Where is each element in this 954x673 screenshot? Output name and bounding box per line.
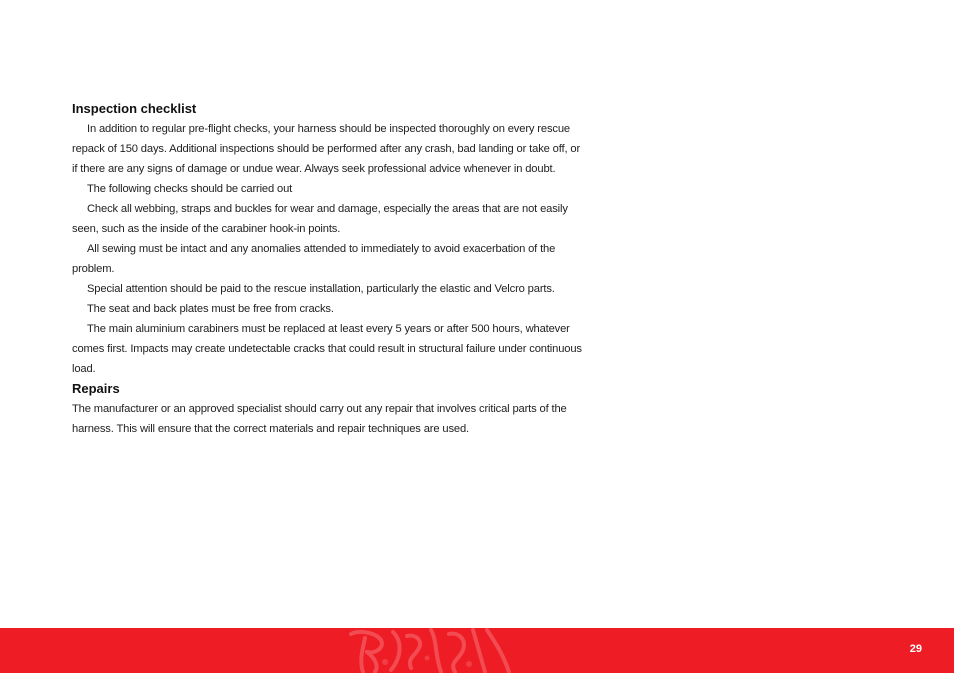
paragraph: The following checks should be carried out (87, 183, 293, 195)
paragraph: Check all webbing, straps and buckles for wear and damage, especially the areas that are not easily seen, such as the inside of the carabiner hook-in points. (72, 203, 568, 235)
page-number: 29 (909, 643, 922, 655)
page-content (72, 99, 584, 439)
paragraph: Special attention should be paid to the rescue installation, particularly the elastic and Velcro parts. (87, 283, 555, 295)
paragraph: The manufacturer or an approved specialist should carry out any repair that involves critical parts of the harness. This will ensure that the correct materials and repair techniques are used. (72, 403, 567, 435)
paragraph: The seat and back plates must be free from cracks. (87, 303, 334, 315)
brand-logo-watermark-icon (345, 628, 515, 673)
paragraph: The main aluminium carabiners must be replaced at least every 5 years or after 500 hours, whatever comes first. Impacts may create undetectable cracks that could result in structural failure under continuous load. (72, 323, 582, 375)
paragraph: In addition to regular pre-flight checks, your harness should be inspected thoroughly on every rescue repack of 150 days. Additional inspections should be performed after any crash, bad landing or take off, or if there are any signs of damage or undue wear. Always seek professional advice whenever in doubt. (72, 123, 581, 175)
section-heading-inspection: Inspection checklist (72, 101, 197, 116)
paragraph: All sewing must be intact and any anomalies attended to immediately to avoid exacerbation of the problem. (72, 243, 556, 275)
section-heading-repairs: Repairs (72, 381, 120, 396)
footer-band (0, 628, 954, 673)
